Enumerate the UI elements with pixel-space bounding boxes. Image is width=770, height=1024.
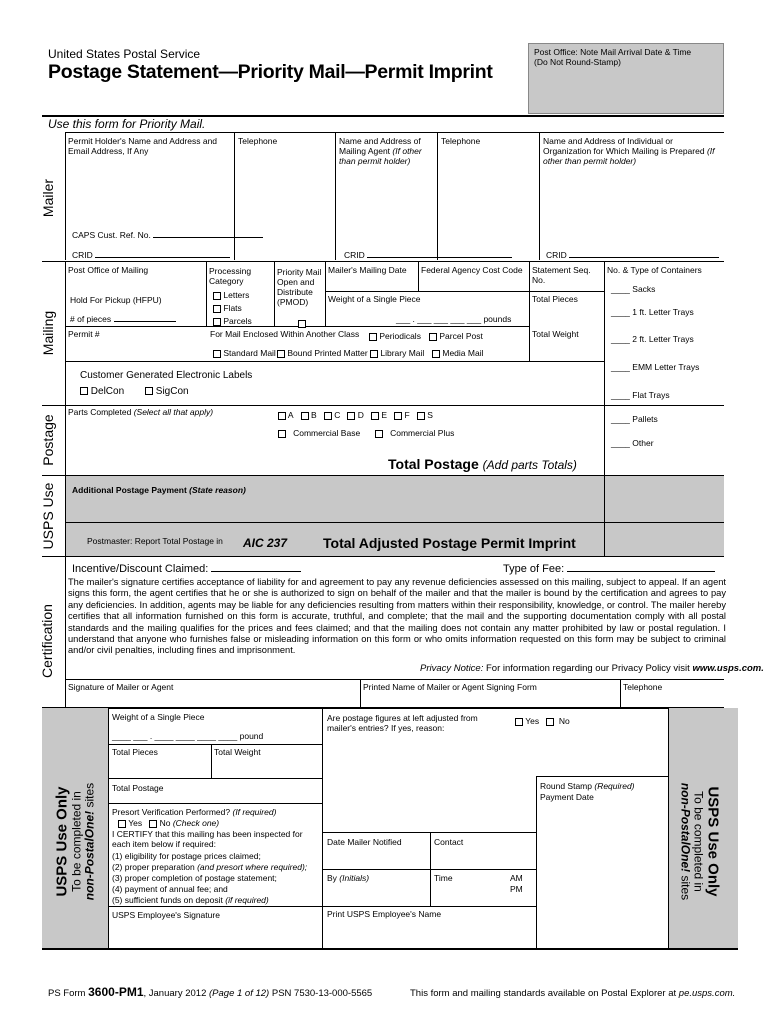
caps-label: CAPS Cust. Ref. No. <box>72 230 263 240</box>
uo-c4: (4) payment of annual fee; and <box>112 884 228 894</box>
uo-payment-date: Payment Date <box>540 792 594 802</box>
telephone2-label: Telephone <box>441 136 481 146</box>
aic-label: AIC 237 <box>243 536 288 550</box>
part-b-checkbox[interactable] <box>301 412 309 420</box>
permit-no-label: Permit # <box>68 329 100 339</box>
telephone1-label: Telephone <box>238 136 278 146</box>
certification-section-label: Certification <box>39 604 55 678</box>
media-checkbox[interactable] <box>432 350 440 358</box>
container-sacks: Sacks <box>632 284 656 294</box>
mail-date-label: Mailer's Mailing Date <box>328 265 407 275</box>
pmod-checkbox[interactable] <box>298 320 306 328</box>
agent-label: Name and Address of Mailing Agent (If other than permit holder) <box>339 136 422 166</box>
postmaster-label: Postmaster: Report Total Postage in <box>87 536 223 546</box>
delcon-label: DelCon <box>90 386 125 397</box>
footer-explorer: This form and mailing standards available on Postal Explorer at pe.usps.com. <box>410 988 736 999</box>
commercial-plus-checkbox[interactable] <box>375 430 383 438</box>
processing-label: Processing Category <box>209 266 252 286</box>
part-a-checkbox[interactable] <box>278 412 286 420</box>
uo-c1: (1) eligibility for postage prices claimed; <box>112 851 261 861</box>
usps-only-right: USPS Use Only To be completed in non-PostalOne! sites <box>678 782 722 901</box>
uo-total-weight: Total Weight <box>214 747 261 757</box>
permit-holder-label: Permit Holder's Name and Address and Email Address, If Any <box>68 136 218 156</box>
uo-presort-yes[interactable] <box>118 820 126 828</box>
pounds-field: ___ . ___ ___ ___ ___ pounds <box>396 314 512 324</box>
uo-time: Time <box>434 873 453 883</box>
post-office-label: Post Office of Mailing <box>68 265 149 275</box>
container-pallets: Pallets <box>632 414 658 424</box>
containers-title: No. & Type of Containers <box>607 265 702 275</box>
uo-contact: Contact <box>434 837 464 847</box>
uo-emp-sig: USPS Employee's Signature <box>112 910 220 920</box>
uo-am: AM <box>510 873 523 883</box>
certification-text: The mailer's signature certifies acceptance of liability for and agreement to pay any revenue deficiencies assessed on this mailing, subject to appeal. If an agent signs this form, the agent certifies that he or she is authorized to sign on behalf of the mailer and that the mailer is bound by the certification and agrees to pay any deficiencies. In addition, agents may be liable for any deficiencies resulting from matters within their responsibility, knowledge, or control. The mailer hereby certifies that all information furnished on this form is accurate, truthful, and complete; that the mail and the supporting documentation comply with all postal standards and the mailing qualifies for the prices and fees claimed; and that the mailing does not contain any matter prohibited by law or postal regulation. I understand that anyone who furnishes false or misleading information on this form or who omits information requested on this form may be subject to criminal and/or civil penalties, including fines and imprisonment. <box>68 577 726 656</box>
mailing-section-label: Mailing <box>40 310 56 356</box>
fee-field[interactable] <box>567 571 715 572</box>
enclosed-label: For Mail Enclosed Within Another Class <box>210 329 360 339</box>
uo-yes-checkbox[interactable] <box>515 718 523 726</box>
container-flat: Flat Trays <box>632 390 670 400</box>
total-weight-label: Total Weight <box>532 329 579 339</box>
commercial-base-checkbox[interactable] <box>278 430 286 438</box>
crid2-field[interactable] <box>367 257 512 258</box>
uo-no-checkbox[interactable] <box>546 718 554 726</box>
uo-emp-name: Print USPS Employee's Name <box>327 909 442 919</box>
parcels-label: Parcels <box>223 316 252 326</box>
po-note-line1: Post Office: Note Mail Arrival Date & Time <box>534 47 692 57</box>
bound-checkbox[interactable] <box>277 350 285 358</box>
part-e-checkbox[interactable] <box>371 412 379 420</box>
crid2: CRID <box>344 250 512 260</box>
hfpu-label: Hold For Pickup (HFPU) <box>70 295 162 305</box>
uo-pm: PM <box>510 884 523 894</box>
crid3-field[interactable] <box>569 257 719 258</box>
uo-weight-label: Weight of a Single Piece <box>112 712 205 722</box>
signature-label: Signature of Mailer or Agent <box>68 682 174 692</box>
flats-checkbox[interactable] <box>213 305 221 313</box>
part-f-checkbox[interactable] <box>394 412 402 420</box>
num-pieces: # of pieces <box>70 314 176 324</box>
sigcon-label: SigCon <box>155 386 189 397</box>
total-pieces-label: Total Pieces <box>532 294 578 304</box>
uo-date-notified: Date Mailer Notified <box>327 837 402 847</box>
letters-label: Letters <box>223 290 250 300</box>
incentive-field[interactable] <box>211 571 301 572</box>
parts-checkboxes: A B C D E F S <box>278 410 433 420</box>
parcels-checkbox[interactable] <box>213 318 221 326</box>
container-other: Other <box>632 438 654 448</box>
periodicals-checkbox[interactable] <box>369 333 377 341</box>
stmt-seq-label: Statement Seq. No. <box>532 265 591 285</box>
flats-label: Flats <box>223 303 242 313</box>
uo-total-postage: Total Postage <box>112 783 164 793</box>
adjusted-label: Total Adjusted Postage Permit Imprint <box>323 535 576 551</box>
uo-c3: (3) proper completion of postage statement; <box>112 873 277 883</box>
crid1-field[interactable] <box>95 257 230 258</box>
part-s-checkbox[interactable] <box>417 412 425 420</box>
postage-section-label: Postage <box>40 414 56 466</box>
single-weight-label: Weight of a Single Piece <box>328 294 421 304</box>
letters-checkbox[interactable] <box>213 292 221 300</box>
part-c-checkbox[interactable] <box>324 412 332 420</box>
form-title: Postage Statement—Priority Mail—Permit Imprint <box>48 61 493 83</box>
uo-certify: I CERTIFY that this mailing has been inspected for each item below if required: <box>112 829 303 849</box>
library-checkbox[interactable] <box>370 350 378 358</box>
cert-telephone-label: Telephone <box>623 682 663 692</box>
individual-label: Name and Address of Individual or Organization for Which Mailing is Prepared (If other than permit holder) <box>543 136 715 166</box>
mailer-section-label: Mailer <box>40 178 56 218</box>
intro-text: Use this form for Priority Mail. <box>48 117 206 131</box>
uo-presort-no[interactable] <box>149 820 157 828</box>
usps-only-left: USPS Use Only To be completed in non-PostalOne! sites <box>53 782 97 901</box>
pmod-label: Priority Mail Open and Distribute (PMOD) <box>277 267 322 307</box>
sigcon-checkbox[interactable] <box>145 387 153 395</box>
parcel-post-checkbox[interactable] <box>429 333 437 341</box>
fed-code-label: Federal Agency Cost Code <box>421 265 523 275</box>
po-note-line2: (Do Not Round-Stamp) <box>534 57 621 67</box>
part-d-checkbox[interactable] <box>347 412 355 420</box>
printed-name-label: Printed Name of Mailer or Agent Signing Form <box>363 682 537 692</box>
container-1ft: 1 ft. Letter Trays <box>632 307 694 317</box>
caps-field[interactable] <box>153 237 263 238</box>
crid1: CRID <box>72 250 230 260</box>
labels-heading: Customer Generated Electronic Labels <box>80 370 253 381</box>
uo-total-pieces: Total Pieces <box>112 747 158 757</box>
standard-checkbox[interactable] <box>213 350 221 358</box>
num-pieces-field[interactable] <box>114 321 176 322</box>
usps-use-section-label: USPS Use <box>40 482 56 550</box>
crid3: CRID <box>546 250 719 260</box>
total-postage-label: Total Postage <box>388 456 479 472</box>
footer-form: PS Form 3600-PM1, January 2012 (Page 1 of 12) PSN 7530-13-000-5565 <box>48 985 373 999</box>
container-2ft: 2 ft. Letter Trays <box>632 334 694 344</box>
delcon-checkbox[interactable] <box>80 387 88 395</box>
uo-adjusted-label: Are postage figures at left adjusted from mailer's entries? If yes, reason: <box>327 713 478 733</box>
org-name: United States Postal Service <box>48 47 201 61</box>
container-emm: EMM Letter Trays <box>632 362 700 372</box>
